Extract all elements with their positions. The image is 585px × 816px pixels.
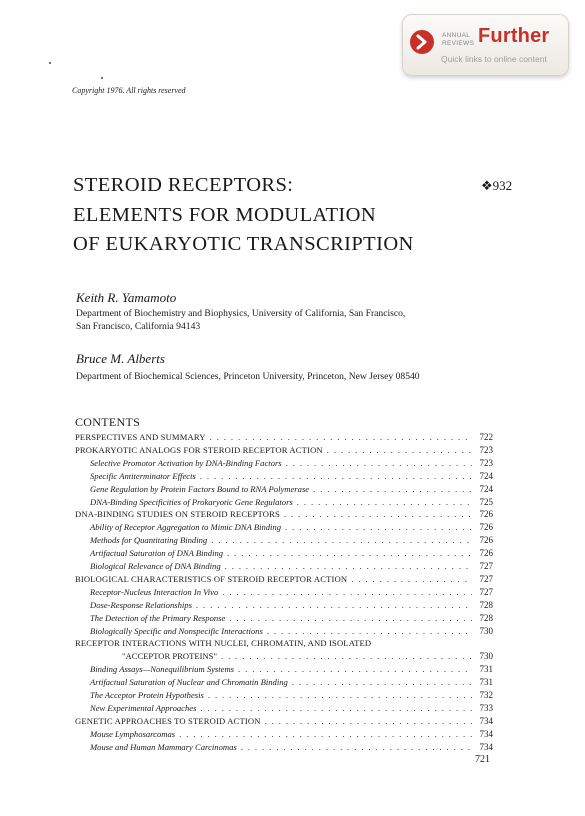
toc-entry-title: PROKARYOTIC ANALOGS FOR STEROID RECEPTOR ACTION	[75, 445, 323, 455]
toc-entry	[90, 677, 472, 688]
toc-leader-dots	[297, 497, 472, 508]
toc-page-number: 727	[479, 587, 493, 597]
toc-leader-dots	[285, 522, 472, 533]
toc-entry-title: Biologically Specific and Nonspecific Interactions	[90, 626, 263, 636]
toc-entry-title: Receptor-Nucleus Interaction In Vivo	[90, 587, 219, 597]
author-name: Keith R. Yamamoto	[76, 290, 177, 305]
toc-leader-dots	[284, 509, 472, 520]
toc-entry	[90, 458, 472, 469]
toc-page-number: 726	[479, 548, 493, 558]
toc-page-number: 734	[479, 716, 493, 726]
article-title-line-3: OF EUKARYOTIC TRANSCRIPTION	[73, 233, 414, 255]
toc-leader-dots	[327, 445, 472, 456]
toc-entry	[90, 535, 472, 546]
toc-entry	[75, 445, 472, 456]
article-reference-mark: ❖932	[481, 178, 513, 193]
toc-entry-title: Artifactual Saturation of DNA Binding	[90, 548, 224, 558]
toc-entry-title: GENETIC APPROACHES TO STEROID ACTION	[75, 716, 261, 726]
toc-entry	[90, 548, 472, 559]
toc-entry-title: Dose-Response Relationships	[90, 600, 192, 610]
toc-page-number: 733	[479, 703, 493, 713]
toc-leader-dots	[225, 561, 472, 572]
toc-leader-dots	[313, 484, 472, 495]
toc-leader-dots	[292, 677, 472, 688]
toc-entry-title: Gene Regulation by Protein Factors Bound to RNA Polymerase	[90, 484, 310, 494]
annual-reviews-further-link[interactable]	[402, 14, 569, 76]
toc-entry-title: PERSPECTIVES AND SUMMARY	[75, 432, 206, 442]
toc-entry	[90, 690, 472, 701]
toc-entry	[75, 509, 472, 520]
article-title-line-2: ELEMENTS FOR MODULATION	[73, 204, 377, 226]
toc-leader-dots	[241, 742, 472, 753]
toc-leader-dots	[286, 458, 472, 469]
toc-entry-title: DNA-BINDING STUDIES ON STEROID RECEPTORS	[75, 509, 280, 519]
toc-leader-dots	[179, 729, 472, 740]
toc-entry	[90, 471, 472, 482]
toc-leader-dots	[200, 471, 472, 482]
toc-entry	[75, 716, 472, 727]
toc-entry-title: The Detection of the Primary Response	[90, 613, 226, 623]
toc-entry-title: Selective Promotor Activation by DNA-Binding Factors	[90, 458, 282, 468]
toc-page-number: 734	[479, 729, 493, 739]
author-name: Bruce M. Alberts	[76, 351, 165, 366]
toc-leader-dots	[208, 690, 472, 701]
toc-entry	[90, 664, 472, 675]
author-affiliation: Department of Biochemistry and Biophysics, University of California, San Francisco,	[76, 308, 406, 319]
toc-leader-dots	[196, 600, 472, 611]
toc-leader-dots	[221, 651, 472, 662]
toc-entry-title: Methods for Quantitating Binding	[90, 535, 208, 545]
toc-page-number: 732	[479, 690, 493, 700]
toc-entry	[90, 729, 472, 740]
toc-page-number: 728	[479, 613, 493, 623]
toc-page-number: 728	[479, 600, 493, 610]
toc-entry	[90, 522, 472, 533]
toc-leader-dots	[238, 664, 472, 675]
toc-entry	[122, 651, 472, 662]
arrow-right-icon	[410, 30, 434, 54]
toc-page-number: 731	[479, 677, 493, 687]
scan-speck	[49, 62, 51, 64]
toc-entry-title: New Experimental Approaches	[90, 703, 197, 713]
annual-reviews-logo-text: ANNUAL REVIEWS	[442, 32, 475, 47]
page-number: 721	[475, 754, 490, 765]
toc-entry-title: Artifactual Saturation of Nuclear and Chromatin Binding	[90, 677, 288, 687]
toc-page-number: 722	[479, 432, 493, 442]
toc-page-number: 724	[479, 484, 493, 494]
toc-entry-title: The Acceptor Protein Hypothesis	[90, 690, 204, 700]
toc-leader-dots	[265, 716, 472, 727]
toc-leader-dots	[227, 548, 472, 559]
toc-leader-dots	[351, 574, 472, 585]
scan-speck	[101, 77, 103, 79]
further-label: Further	[478, 25, 550, 47]
toc-leader-dots	[210, 432, 472, 443]
toc-entry-title: Ability of Receptor Aggregation to Mimic DNA Binding	[90, 522, 282, 532]
toc-entry-title: Specific Antiterminator Effects	[90, 471, 196, 481]
toc-entry-title: Mouse Lymphosarcomas	[90, 729, 176, 739]
toc-page-number: 726	[479, 522, 493, 532]
toc-page-number: 725	[479, 497, 493, 507]
toc-entry	[90, 497, 472, 508]
toc-page-number: 727	[479, 574, 493, 584]
toc-page-number: 727	[479, 561, 493, 571]
toc-leader-dots	[200, 703, 472, 714]
toc-page-number: 730	[479, 651, 493, 661]
toc-page-number: 724	[479, 471, 493, 481]
toc-entry	[75, 638, 472, 649]
toc-entry	[90, 703, 472, 714]
quick-links-label: Quick links to online content	[441, 54, 547, 64]
toc-entry-title: Mouse and Human Mammary Carcinomas	[90, 742, 237, 752]
toc-entry	[90, 742, 472, 753]
toc-entry	[90, 600, 472, 611]
toc-entry-title: Binding Assays—Nonequilibrium Systems	[90, 664, 235, 674]
toc-entry-title: "ACCEPTOR PROTEINS"	[122, 651, 217, 661]
toc-entry	[75, 432, 472, 443]
toc-entry	[75, 574, 472, 585]
toc-entry	[90, 587, 472, 598]
toc-leader-dots	[229, 613, 472, 624]
contents-heading: CONTENTS	[75, 415, 141, 429]
toc-page-number: 731	[479, 664, 493, 674]
toc-entry	[90, 613, 472, 624]
toc-entry	[90, 484, 472, 495]
toc-entry	[90, 561, 472, 572]
toc-entry-title: DNA-Binding Specificities of Prokaryotic Gene Regulators	[90, 497, 293, 507]
author-affiliation: San Francisco, California 94143	[76, 321, 201, 332]
article-title-line-1: STEROID RECEPTORS:	[73, 174, 294, 196]
toc-page-number: 730	[479, 626, 493, 636]
toc-page-number: 723	[479, 458, 493, 468]
toc-page-number: 723	[479, 445, 493, 455]
toc-leader-dots	[211, 535, 472, 546]
toc-page-number: 726	[479, 509, 493, 519]
toc-page-number: 734	[479, 742, 493, 752]
toc-entry-title: Biological Relevance of DNA Binding	[90, 561, 221, 571]
author-affiliation: Department of Biochemical Sciences, Princeton University, Princeton, New Jersey 08540	[76, 371, 420, 382]
toc-leader-dots	[222, 587, 472, 598]
copyright-notice: Copyright 1976. All rights reserved	[72, 86, 186, 95]
toc-entry-title: RECEPTOR INTERACTIONS WITH NUCLEI, CHROMATIN, AND ISOLATED	[75, 638, 372, 648]
toc-leader-dots	[267, 626, 472, 637]
toc-page-number: 726	[479, 535, 493, 545]
toc-entry	[90, 626, 472, 637]
toc-entry-title: BIOLOGICAL CHARACTERISTICS OF STEROID RECEPTOR ACTION	[75, 574, 348, 584]
